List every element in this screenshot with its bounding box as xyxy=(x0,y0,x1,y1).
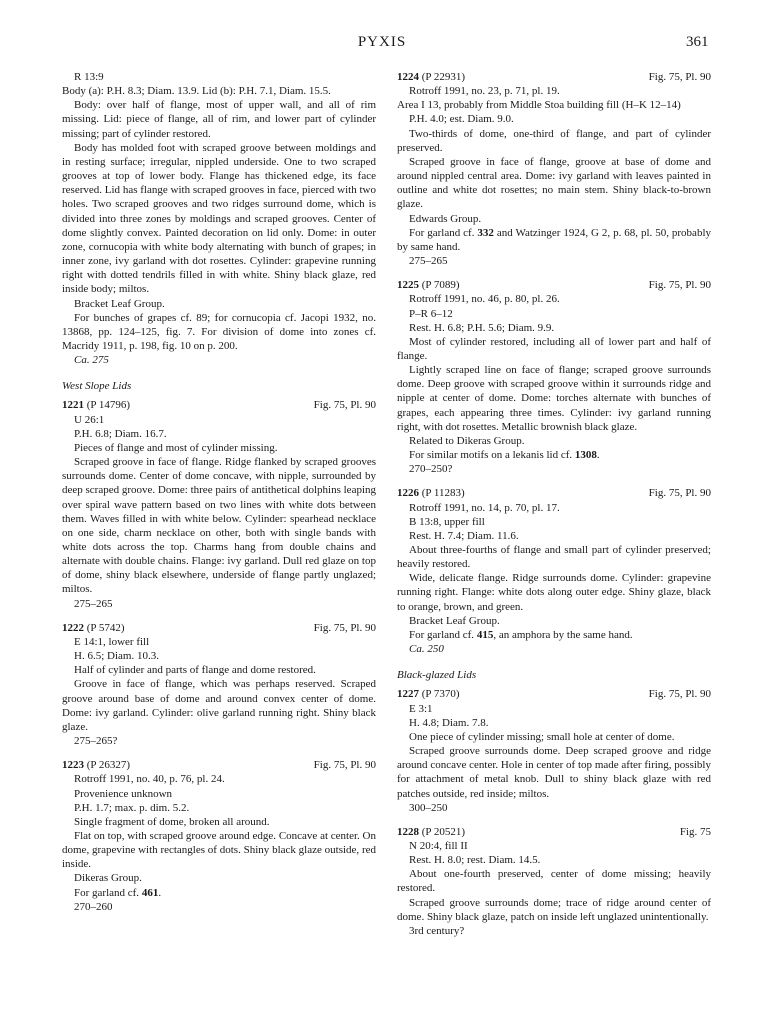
figure-reference: Fig. 75, Pl. 90 xyxy=(648,688,711,701)
catalog-entry-1223 xyxy=(62,758,376,914)
references: For garland cf. 415, an amphora by the same hand. xyxy=(409,628,633,641)
description: Scraped groove surrounds dome. Deep scraped groove and ridge around concave center. Hole in center of top made after firing, possibly for attachment of metal knob. Dull to shiny black glaze with red patches outside, red inside; miltos. xyxy=(397,745,711,800)
findspot: Area I 13, probably from Middle Stoa building fill (H–K 12–14) xyxy=(397,99,681,112)
catalog-number: 1228 xyxy=(397,825,419,838)
dimensions: H. 6.5; Diam. 10.3. xyxy=(74,650,159,663)
inventory-number: (P 7089) xyxy=(421,279,460,292)
figure-reference: Fig. 75 xyxy=(679,825,711,838)
entry-header xyxy=(62,758,376,772)
references: For garland cf. 461. xyxy=(74,886,162,899)
attribution: Bracket Leaf Group. xyxy=(74,297,165,310)
catalog-entry-1224 xyxy=(397,70,711,268)
running-title: PYXIS xyxy=(357,34,407,50)
catalog-entry-1228 xyxy=(397,825,711,938)
references: For garland cf. 332 and Watzinger 1924, G 2, p. 68, pl. 50, probably by same hand. xyxy=(397,226,711,253)
findspot: E 14:1, lower fill xyxy=(74,635,150,648)
condition: About one-fourth preserved, center of dome missing; heavily restored. xyxy=(397,868,711,895)
date: Ca. 275 xyxy=(74,354,109,367)
right-column xyxy=(397,70,711,948)
entry-header xyxy=(397,278,711,292)
condition: One piece of cylinder missing; small hole at center of dome. xyxy=(409,730,675,743)
condition: Single fragment of dome, broken all around. xyxy=(74,815,270,828)
condition: About three-fourths of flange and small part of cylinder preserved; heavily restored. xyxy=(397,544,711,571)
date: 275–265 xyxy=(74,597,113,610)
dimensions: P.H. 1.7; max. p. dim. 5.2. xyxy=(74,801,190,814)
catalog-number: 1225 xyxy=(397,279,419,292)
dimensions: Rest. H. 8.0; rest. Diam. 14.5. xyxy=(409,854,541,867)
catalog-number: 1224 xyxy=(397,71,419,83)
references: For similar motifs on a lekanis lid cf. 1308. xyxy=(409,449,600,462)
dimensions: P.H. 6.8; Diam. 16.7. xyxy=(74,427,167,440)
date: Ca. 250 xyxy=(409,643,444,656)
figure-reference: Fig. 75, Pl. 90 xyxy=(648,279,711,292)
findspot: U 26:1 xyxy=(74,413,105,426)
dimensions: P.H. 4.0; est. Diam. 9.0. xyxy=(409,113,514,126)
date: 270–250? xyxy=(409,463,453,476)
inventory-number: (P 22931) xyxy=(421,71,466,83)
inventory-number: (P 20521) xyxy=(421,825,466,838)
dimensions: H. 4.8; Diam. 7.8. xyxy=(409,716,489,729)
description: Lightly scraped line on face of flange; scraped groove surrounds dome. Deep groove with scraped groove within it surrounds ridge and nipple at center of dome. Dome: torches alternate with bunches of grapes, each appearing three times. Cylinder: ivy garland running right, with dot rosettes. Metallic brownish black glaze. xyxy=(397,364,711,433)
description: Scraped groove surrounds dome; trace of ridge around center of dome. Shiny black glaze, patch on inside left unglazed unintentionally. xyxy=(397,896,711,923)
date: 275–265 xyxy=(409,255,448,268)
date: 300–250 xyxy=(409,801,448,814)
condition: Pieces of flange and most of cylinder missing. xyxy=(74,441,278,454)
inventory-number: (P 5742) xyxy=(86,621,125,634)
findspot: Provenience unknown xyxy=(74,787,173,800)
catalog-entry-1226 xyxy=(397,486,711,656)
catalog-number: 1226 xyxy=(397,487,419,500)
catalog-number: 1227 xyxy=(397,688,419,701)
description: Groove in face of flange, which was perhaps reserved. Scraped groove around base of dome and around convex center of dome. Dome: ivy garland. Cylinder: olive garland running right. Shiny black glaze. xyxy=(62,678,376,733)
description: Wide, delicate flange. Ridge surrounds dome. Cylinder: grapevine running right. Flange: white dots along outer edge. Shiny glaze, black to orange, brown, and green. xyxy=(397,572,711,613)
entry-header xyxy=(397,486,711,500)
figure-reference: Fig. 75, Pl. 90 xyxy=(313,621,376,634)
catalog-entry-1227 xyxy=(397,687,711,814)
date: 3rd century? xyxy=(409,924,465,937)
catalog-entry-1222 xyxy=(62,621,376,748)
entry-header xyxy=(397,825,711,839)
description: Flat on top, with scraped groove around edge. Concave at center. On dome, grapevine with rectangles of dots. Shiny black glaze outside, red inside. xyxy=(62,829,376,871)
description: Scraped groove in face of flange. Ridge flanked by scraped grooves surrounds dome. Center of dome concave, with nipple, surrounded by deep scraped groove. Dome: three pairs of antithetical dolphins leaping over spiral wave pattern based on two lines with white dots between them. Waves filled in with white below. Cylinder: spearhead necklace on one side, charm necklace on other, both with single bands with white dots across the top. Charms hang from double chains and alternate with double chains. Flange: ivy garland. Dull red glaze on top of dome, shiny black elsewhere, underside of flange partly unglazed; miltos. xyxy=(62,456,377,596)
page-header xyxy=(0,0,764,60)
date: 270–260 xyxy=(74,900,113,913)
findspot: N 20:4, fill II xyxy=(409,839,468,852)
catalog-entry-continued xyxy=(62,70,376,367)
left-column xyxy=(62,70,376,924)
attribution: Related to Dikeras Group. xyxy=(409,434,525,447)
description: Body has molded foot with scraped groove between moldings and in resting surface; irregular, nippled underside. One to two scraped grooves at top of lower body. Flange has thickened edge, its face reserved. Lid has flange with scraped grooves in face, pierced with two holes. Two scraped grooves and two ridges surround dome, which is divided into three zones by moldings and scraped grooves. Center of dome slightly convex. Painted decoration on lid only. Dome: in outer zone, cornucopia with white body alternating with bunch of grapes; in inner zone, ivy garland with dot rosettes. Cylinder: grapevine running right with dotted tendrils filled in with white. Shiny black glaze, red inside body; miltos. xyxy=(62,141,376,296)
publication: Rotroff 1991, no. 40, p. 76, pl. 24. xyxy=(74,773,225,786)
entry-header xyxy=(397,70,711,84)
catalog-number: 1221 xyxy=(62,399,84,412)
dimensions: Body (a): P.H. 8.3; Diam. 13.9. Lid (b): P.H. 7.1, Diam. 15.5. xyxy=(62,85,331,98)
condition: Half of cylinder and parts of flange and dome restored. xyxy=(74,664,316,677)
figure-reference: Fig. 75, Pl. 90 xyxy=(313,759,376,772)
catalog-number: 1222 xyxy=(62,621,84,634)
section-heading-black-glazed: Black-glazed Lids xyxy=(397,669,477,682)
publication: Rotroff 1991, no. 23, p. 71, pl. 19. xyxy=(409,85,560,98)
attribution: Edwards Group. xyxy=(409,212,482,225)
findspot: E 3:1 xyxy=(409,702,433,715)
catalog-entry-1221 xyxy=(62,398,376,610)
catalog-entry-1225 xyxy=(397,278,711,476)
findspot: B 13:8, upper fill xyxy=(409,515,485,528)
condition: Most of cylinder restored, including all of lower part and half of flange. xyxy=(397,335,711,362)
inventory-number: (P 11283) xyxy=(421,487,465,500)
condition: Two-thirds of dome, one-third of flange, and part of cylinder preserved. xyxy=(397,127,711,154)
catalog-number: 1223 xyxy=(62,759,84,772)
publication: Rotroff 1991, no. 14, p. 70, pl. 17. xyxy=(409,501,560,514)
description: Scraped groove in face of flange, groove at base of dome and around nippled central area. Dome: ivy garland with leaves painted in outline and white dot rosettes; no main stem. Shiny black-to-brown glaze. xyxy=(397,155,711,211)
entry-header xyxy=(62,398,376,412)
inventory-number: (P 7370) xyxy=(421,688,460,701)
dimensions: Rest. H. 6.8; P.H. 5.6; Diam. 9.9. xyxy=(409,321,555,334)
publication: Rotroff 1991, no. 46, p. 80, pl. 26. xyxy=(409,293,560,306)
attribution: Bracket Leaf Group. xyxy=(409,614,500,627)
entry-header xyxy=(62,621,376,635)
figure-reference: Fig. 75, Pl. 90 xyxy=(648,487,711,500)
date: 275–265? xyxy=(74,735,118,748)
figure-reference: Fig. 75, Pl. 90 xyxy=(313,399,376,412)
references: For bunches of grapes cf. 89; for cornucopia cf. Jacopi 1932, no. 13868, pp. 124–125, fig. 7. For division of dome into zones cf. Macridy 1911, p. 198, fig. 10 on p. 200. xyxy=(62,311,376,352)
dimensions: Rest. H. 7.4; Diam. 11.6. xyxy=(409,529,519,542)
entry-header xyxy=(397,687,711,701)
section-heading-west-slope: West Slope Lids xyxy=(62,380,132,393)
attribution: Dikeras Group. xyxy=(74,872,142,885)
findspot: P–R 6–12 xyxy=(409,307,453,320)
inventory-number: (P 26327) xyxy=(86,759,131,772)
inventory-number: (P 14796) xyxy=(86,399,131,412)
figure-reference: Fig. 75, Pl. 90 xyxy=(648,71,711,83)
page-number: 361 xyxy=(686,34,709,50)
findspot: R 13:9 xyxy=(74,71,104,83)
condition: Body: over half of flange, most of upper wall, and all of rim missing. Lid: piece of flange, all of rim, and lower part of cylinder missing; part of cylinder restored. xyxy=(62,99,376,140)
